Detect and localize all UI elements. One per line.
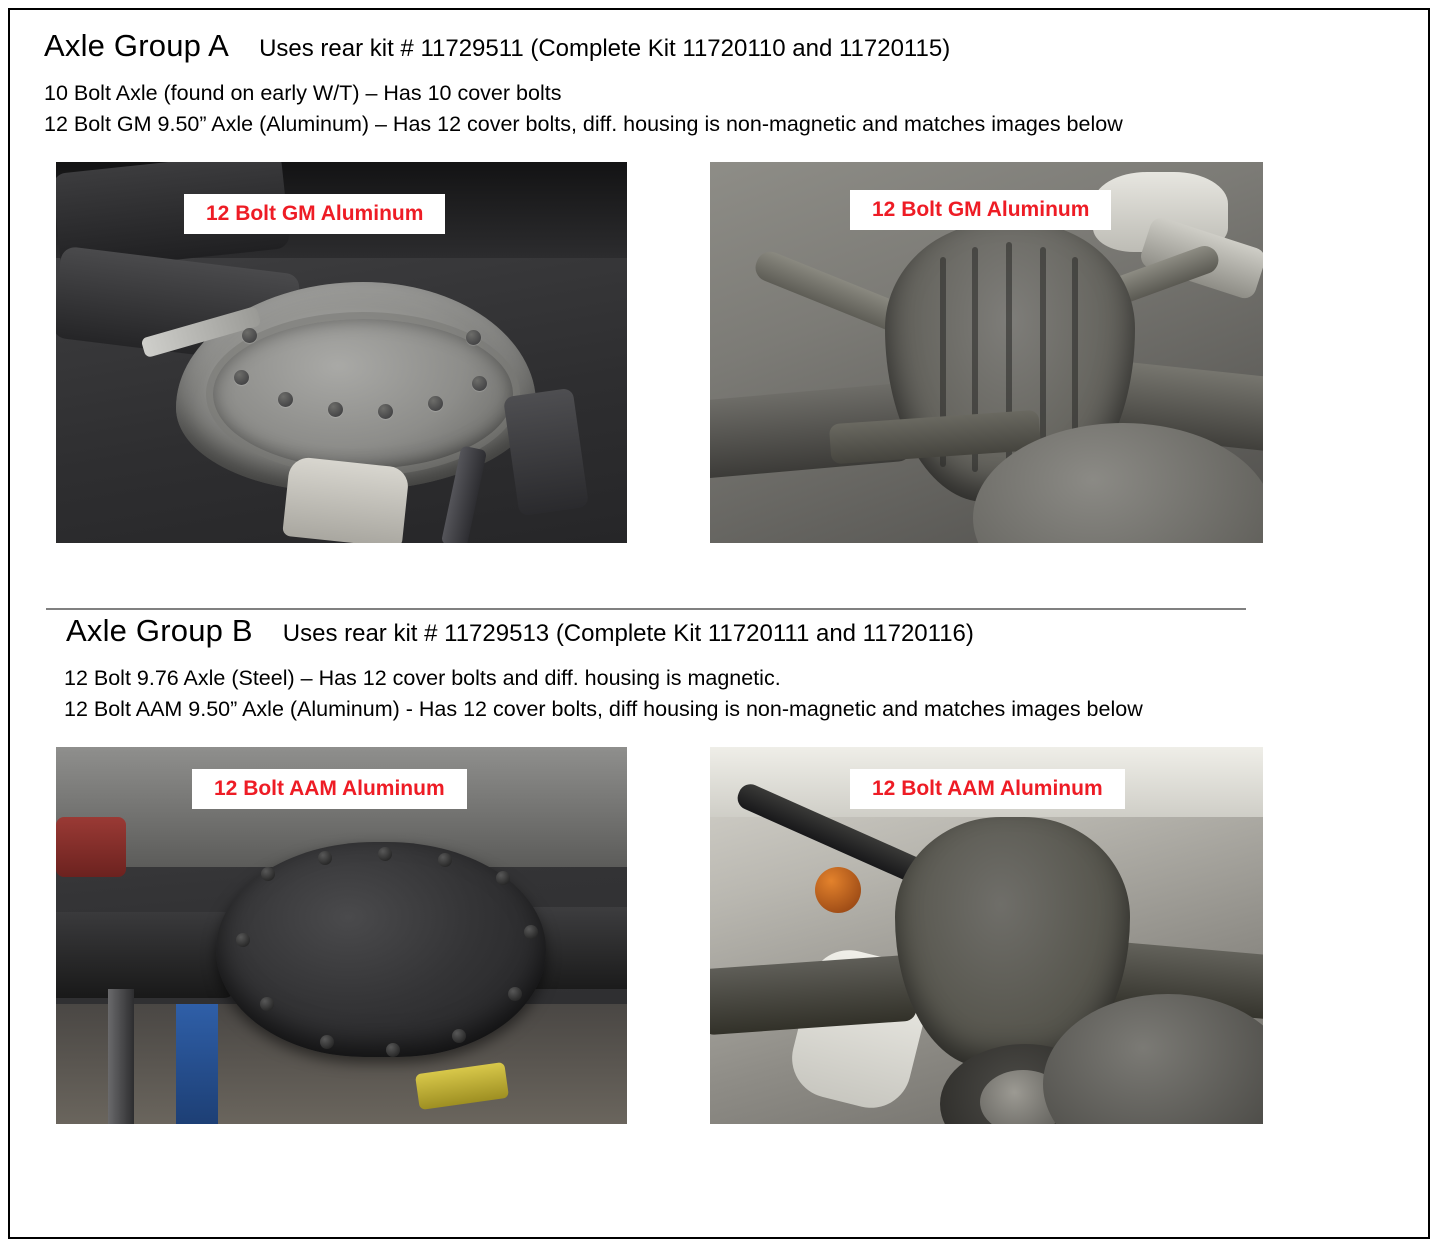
photo-a-left — [56, 162, 627, 543]
cover-bolt — [524, 925, 538, 939]
cover-bolt — [466, 330, 481, 345]
group-b-line-2: 12 Bolt AAM 9.50” Axle (Aluminum) - Has 12 cover bolts, diff housing is non-magnetic and matches images below — [64, 697, 1143, 721]
cover-bolt — [378, 404, 393, 419]
cover-bolt — [452, 1029, 466, 1043]
group-a-line-1: 10 Bolt Axle (found on early W/T) – Has 10 cover bolts — [44, 81, 562, 105]
blue-equipment — [176, 1004, 218, 1124]
group-a-description — [44, 78, 1402, 140]
group-b-line-1: 12 Bolt 9.76 Axle (Steel) – Has 12 cover bolts and diff. housing is magnetic. — [64, 666, 781, 690]
cover-bolt — [260, 997, 274, 1011]
amber-bushing — [815, 867, 861, 913]
photo-b-right — [710, 747, 1263, 1124]
cover-bolt — [236, 933, 250, 947]
photo-b-right-caption: 12 Bolt AAM Aluminum — [850, 769, 1125, 809]
group-a-title: Axle Group A — [44, 28, 230, 63]
cover-bolt — [496, 871, 510, 885]
axle-tube-left — [56, 912, 236, 998]
document-content — [10, 10, 1428, 1237]
group-b-photo-row — [36, 747, 1402, 1124]
cover-bolt — [438, 853, 452, 867]
group-b-subtitle: Uses rear kit # 11729513 (Complete Kit 11720111 and 11720116) — [282, 620, 974, 647]
section-divider — [46, 608, 1246, 610]
photo-b-left-caption: 12 Bolt AAM Aluminum — [192, 769, 467, 809]
group-a-photo-row — [36, 162, 1402, 543]
cover-bolt — [508, 987, 522, 1001]
group-b-title: Axle Group B — [66, 613, 253, 648]
cover-bolt — [278, 392, 293, 407]
group-a-line-2: 12 Bolt GM 9.50” Axle (Aluminum) – Has 12 cover bolts, diff. housing is non-magnetic and matches images below — [44, 112, 1123, 136]
white-pipe — [282, 456, 410, 543]
group-b-description — [64, 663, 1402, 725]
cover-bolt — [386, 1043, 400, 1057]
cover-bolt — [378, 847, 392, 861]
cover-bolt — [472, 376, 487, 391]
cover-bolt — [428, 396, 443, 411]
group-a-subtitle: Uses rear kit # 11729511 (Complete Kit 11720110 and 11720115) — [259, 35, 951, 62]
cover-bolt — [234, 370, 249, 385]
axle-group-a-heading — [44, 28, 1402, 64]
cover-bolt — [242, 328, 257, 343]
photo-b-left — [56, 747, 627, 1124]
cover-bolt — [318, 851, 332, 865]
photo-a-right-caption: 12 Bolt GM Aluminum — [850, 190, 1111, 230]
photo-a-left-caption: 12 Bolt GM Aluminum — [184, 194, 445, 234]
cover-bolt — [328, 402, 343, 417]
photo-a-right — [710, 162, 1263, 543]
cover-bolt — [261, 867, 275, 881]
axle-group-b-heading — [66, 613, 1402, 649]
cover-bolt — [320, 1035, 334, 1049]
jack-stand — [108, 989, 134, 1124]
red-object — [56, 817, 126, 877]
